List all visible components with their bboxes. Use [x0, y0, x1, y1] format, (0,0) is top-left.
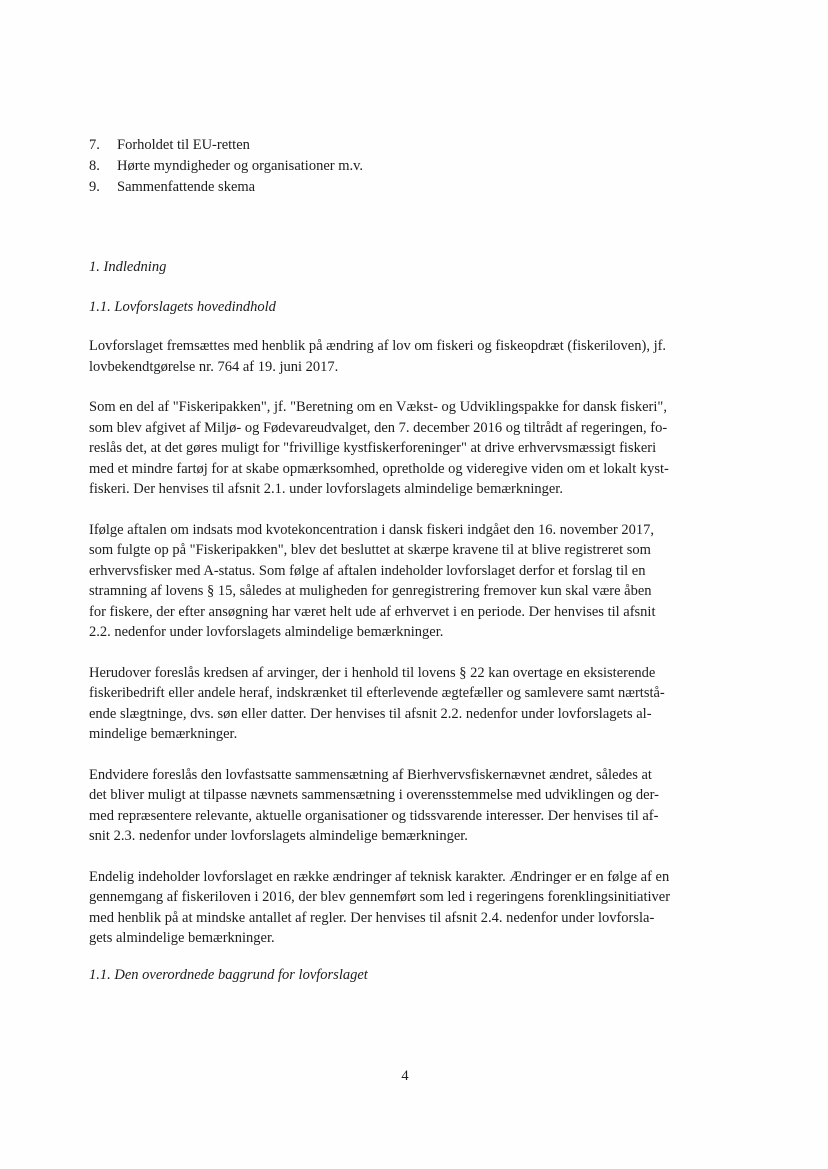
paragraph-line: med repræsentere relevante, aktuelle organisationer og tidssvarende interesser. Der henvises til af-	[89, 807, 659, 824]
paragraph-line: Lovforslaget fremsættes med henblik på ændring af lov om fiskeri og fiskeopdræt (fiskeriloven), jf.	[89, 338, 667, 354]
paragraph-line: for fiskere, der efter ansøgning har været helt ude af erhvervet i en periode. Der henvises til afsnit	[89, 603, 656, 620]
paragraph-line: snit 2.3. nedenfor under lovforslagets almindelige bemærkninger.	[89, 828, 468, 844]
paragraph	[89, 867, 739, 949]
paragraph-line: Som en del af "Fiskeripakken", jf. "Beretning om en Vækst- og Udviklingspakke for dansk fiskeri",	[89, 399, 667, 415]
paragraph-line: lovbekendtgørelse nr. 764 af 19. juni 2017.	[89, 358, 339, 375]
toc-item-number: 9.	[89, 179, 100, 195]
paragraph-line: det bliver muligt at tilpasse nævnets sammensætning i overensstemmelse med udviklingen og der-	[89, 787, 659, 803]
paragraph	[89, 765, 739, 847]
toc-item	[89, 135, 739, 156]
paragraph	[89, 336, 739, 377]
paragraph-line: fiskeri. Der henvises til afsnit 2.1. under lovforslagets almindelige bemærkninger.	[89, 481, 563, 497]
paragraph-line: som blev afgivet af Miljø- og Fødevareudvalget, den 7. december 2016 og tiltrådt af regeringen, fo-	[89, 419, 668, 436]
subsection-heading-background: 1.1. Den overordnede baggrund for lovforslaget	[89, 966, 368, 983]
toc-item-number: 7.	[89, 137, 100, 153]
paragraph-line: reslås det, at det gøres muligt for "frivillige kystfiskerforeninger" at drive erhvervsmæssigt fiskeri	[89, 440, 657, 456]
toc-item-label: Forholdet til EU-retten	[117, 137, 250, 153]
paragraph-line: gennemgang af fiskeriloven i 2016, der blev gennemført som led i regeringens forenklingsinitiativer	[89, 889, 671, 905]
paragraph-line: som fulgte op på "Fiskeripakken", blev det besluttet at skærpe kravene til at blive registreret som	[89, 542, 651, 558]
paragraph-line: mindelige bemærkninger.	[89, 726, 238, 742]
toc-item-number: 8.	[89, 158, 100, 174]
paragraph	[89, 663, 739, 745]
paragraph-line: 2.2. nedenfor under lovforslagets almindelige bemærkninger.	[89, 624, 444, 640]
table-of-contents	[89, 135, 739, 198]
paragraph-line: ende slægtninge, dvs. søn eller datter. Der henvises til afsnit 2.2. nedenfor under lovforslagets al-	[89, 705, 652, 722]
paragraph-line: med henblik på at mindske antallet af regler. Der henvises til afsnit 2.4. nedenfor under lovforsla-	[89, 909, 655, 926]
paragraph-line: stramning af lovens § 15, således at muligheden for genregistrering fremover kun skal være åben	[89, 583, 652, 599]
page-number: 4	[401, 1068, 409, 1084]
paragraph-line: erhvervsfisker med A-status. Som følge af aftalen indeholder lovforslaget derfor et forslag til en	[89, 562, 646, 579]
paragraph-line: Endvidere foreslås den lovfastsatte sammensætning af Bierhvervsfiskernævnet ændret, således at	[89, 766, 652, 783]
paragraph-line: med et mindre fartøj for at skabe opmærksomhed, opretholde og videregive viden om et lokalt kyst-	[89, 460, 669, 477]
paragraph-line: Endelig indeholder lovforslaget en række ændringer af teknisk karakter. Ændringer er en følge af en	[89, 868, 670, 885]
paragraph-line: fiskeribedrift eller andele heraf, indskrænket til efterlevende ægtefæller og samlevere samt nærtstå-	[89, 685, 665, 701]
toc-item-label: Hørte myndigheder og organisationer m.v.	[117, 158, 364, 174]
paragraph	[89, 397, 739, 500]
paragraph-line: Ifølge aftalen om indsats mod kvotekoncentration i dansk fiskeri indgået den 16. november 2017,	[89, 521, 654, 538]
paragraph	[89, 520, 739, 643]
paragraph-line: Herudover foreslås kredsen af arvinger, der i henhold til lovens § 22 kan overtage en eksisterende	[89, 664, 656, 681]
toc-item	[89, 177, 739, 198]
paragraph-line: gets almindelige bemærkninger.	[89, 930, 275, 946]
page-content	[89, 135, 739, 986]
subsection-heading-main-content: 1.1. Lovforslagets hovedindhold	[89, 299, 276, 315]
toc-item-label: Sammenfattende skema	[117, 179, 256, 195]
section-heading-introduction: 1. Indledning	[89, 259, 167, 275]
toc-item	[89, 156, 739, 177]
